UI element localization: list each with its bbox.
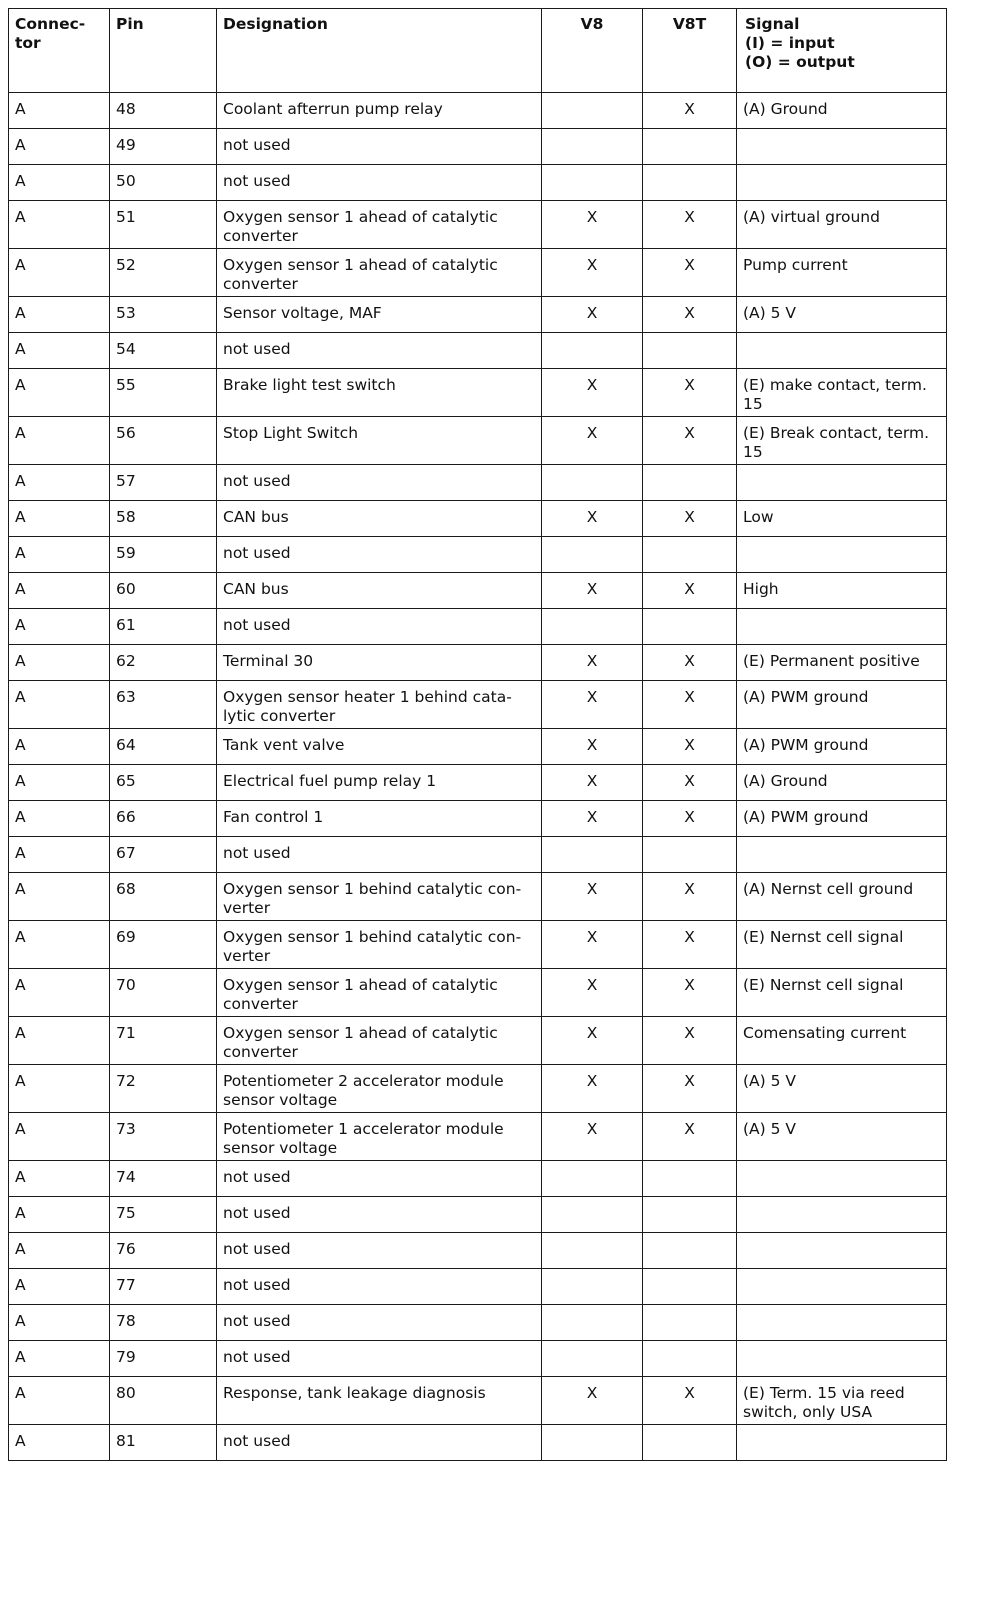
table-row: [9, 609, 947, 645]
cell-designation: CAN bus: [217, 573, 542, 609]
cell-v8t: [643, 1197, 737, 1233]
table-row: [9, 1161, 947, 1197]
cell-v8t: [643, 1305, 737, 1341]
cell-connector: A: [9, 1305, 110, 1341]
header-row: [9, 9, 947, 93]
cell-v8t: X: [643, 801, 737, 837]
cell-v8: [542, 1425, 643, 1461]
cell-designation: Coolant afterrun pump relay: [217, 93, 542, 129]
cell-v8: [542, 93, 643, 129]
table-row: [9, 969, 947, 1017]
cell-v8: X: [542, 873, 643, 921]
cell-v8: X: [542, 681, 643, 729]
cell-v8: X: [542, 801, 643, 837]
cell-v8: [542, 1269, 643, 1305]
cell-signal: (A) virtual ground: [737, 201, 947, 249]
cell-signal: [737, 465, 947, 501]
header-signal-title: Signal: [745, 15, 800, 33]
cell-v8t: X: [643, 249, 737, 297]
cell-designation: Tank vent valve: [217, 729, 542, 765]
cell-v8t: [643, 609, 737, 645]
cell-designation: not used: [217, 465, 542, 501]
cell-pin: 49: [110, 129, 217, 165]
cell-pin: 75: [110, 1197, 217, 1233]
cell-connector: A: [9, 921, 110, 969]
header-v8: V8: [542, 9, 643, 93]
cell-connector: A: [9, 165, 110, 201]
cell-v8: X: [542, 297, 643, 333]
table-row: [9, 537, 947, 573]
cell-signal: (A) 5 V: [737, 297, 947, 333]
cell-v8t: X: [643, 573, 737, 609]
cell-pin: 64: [110, 729, 217, 765]
table-row: [9, 765, 947, 801]
cell-v8: X: [542, 249, 643, 297]
cell-v8: X: [542, 1113, 643, 1161]
cell-v8t: X: [643, 501, 737, 537]
cell-v8t: X: [643, 681, 737, 729]
cell-designation: not used: [217, 129, 542, 165]
table-row: [9, 1065, 947, 1113]
cell-v8: X: [542, 417, 643, 465]
cell-v8t: X: [643, 1113, 737, 1161]
cell-signal: (E) Permanent positive: [737, 645, 947, 681]
cell-pin: 80: [110, 1377, 217, 1425]
cell-designation: Oxygen sensor 1 behind catalytic con-verter: [217, 873, 542, 921]
table-row: [9, 129, 947, 165]
cell-connector: A: [9, 681, 110, 729]
header-designation: Designation: [217, 9, 542, 93]
cell-signal: (A) PWM ground: [737, 681, 947, 729]
cell-designation: Sensor voltage, MAF: [217, 297, 542, 333]
table-row: [9, 873, 947, 921]
cell-v8t: X: [643, 1065, 737, 1113]
cell-v8t: [643, 1341, 737, 1377]
cell-connector: A: [9, 801, 110, 837]
cell-v8t: X: [643, 369, 737, 417]
cell-pin: 70: [110, 969, 217, 1017]
cell-connector: A: [9, 1017, 110, 1065]
cell-designation: Oxygen sensor 1 behind catalytic con-verter: [217, 921, 542, 969]
cell-connector: A: [9, 297, 110, 333]
cell-pin: 78: [110, 1305, 217, 1341]
cell-designation: Terminal 30: [217, 645, 542, 681]
cell-designation: not used: [217, 609, 542, 645]
cell-v8t: [643, 537, 737, 573]
cell-v8t: X: [643, 1377, 737, 1425]
cell-pin: 71: [110, 1017, 217, 1065]
cell-v8: X: [542, 201, 643, 249]
cell-signal: [737, 1161, 947, 1197]
cell-v8: [542, 1341, 643, 1377]
cell-designation: Oxygen sensor 1 ahead of catalytic converter: [217, 249, 542, 297]
table-row: [9, 165, 947, 201]
cell-pin: 58: [110, 501, 217, 537]
cell-v8: X: [542, 1065, 643, 1113]
cell-signal: (E) Term. 15 via reed switch, only USA: [737, 1377, 947, 1425]
cell-connector: A: [9, 93, 110, 129]
cell-signal: (A) PWM ground: [737, 729, 947, 765]
cell-pin: 67: [110, 837, 217, 873]
cell-connector: A: [9, 249, 110, 297]
cell-v8: X: [542, 729, 643, 765]
cell-v8: [542, 1197, 643, 1233]
cell-connector: A: [9, 465, 110, 501]
cell-pin: 56: [110, 417, 217, 465]
header-connector: Connec- tor: [9, 9, 110, 93]
cell-connector: A: [9, 765, 110, 801]
cell-designation: Potentiometer 2 accelerator module sensor voltage: [217, 1065, 542, 1113]
cell-v8: X: [542, 573, 643, 609]
cell-designation: not used: [217, 1341, 542, 1377]
cell-signal: (A) Ground: [737, 93, 947, 129]
cell-designation: not used: [217, 537, 542, 573]
cell-v8: X: [542, 645, 643, 681]
cell-connector: A: [9, 969, 110, 1017]
cell-signal: (A) 5 V: [737, 1113, 947, 1161]
cell-pin: 72: [110, 1065, 217, 1113]
cell-v8t: X: [643, 297, 737, 333]
cell-pin: 54: [110, 333, 217, 369]
cell-connector: A: [9, 1377, 110, 1425]
table-row: [9, 465, 947, 501]
cell-v8: X: [542, 765, 643, 801]
cell-pin: 73: [110, 1113, 217, 1161]
cell-connector: A: [9, 1233, 110, 1269]
cell-designation: Response, tank leakage diagnosis: [217, 1377, 542, 1425]
table-row: [9, 249, 947, 297]
cell-v8: [542, 129, 643, 165]
table-row: [9, 201, 947, 249]
cell-connector: A: [9, 1197, 110, 1233]
table-row: [9, 1233, 947, 1269]
cell-pin: 68: [110, 873, 217, 921]
header-pin: Pin: [110, 9, 217, 93]
table-row: [9, 1377, 947, 1425]
cell-pin: 65: [110, 765, 217, 801]
cell-v8: [542, 537, 643, 573]
cell-v8t: [643, 1269, 737, 1305]
cell-v8t: [643, 465, 737, 501]
cell-v8t: X: [643, 201, 737, 249]
cell-v8: [542, 165, 643, 201]
cell-v8t: [643, 1425, 737, 1461]
cell-v8: [542, 333, 643, 369]
cell-signal: [737, 537, 947, 573]
cell-connector: A: [9, 609, 110, 645]
header-signal-input-legend: (I) = input: [745, 34, 835, 52]
cell-signal: Pump current: [737, 249, 947, 297]
cell-connector: A: [9, 417, 110, 465]
cell-signal: [737, 609, 947, 645]
cell-signal: (E) Nernst cell signal: [737, 921, 947, 969]
cell-v8t: X: [643, 969, 737, 1017]
pin-assignment-table: [8, 8, 947, 1461]
cell-connector: A: [9, 729, 110, 765]
cell-designation: Oxygen sensor 1 ahead of catalytic converter: [217, 969, 542, 1017]
table-row: [9, 333, 947, 369]
table-row: [9, 801, 947, 837]
cell-pin: 77: [110, 1269, 217, 1305]
cell-signal: Low: [737, 501, 947, 537]
table-row: [9, 921, 947, 969]
cell-v8t: [643, 1233, 737, 1269]
cell-v8t: X: [643, 921, 737, 969]
cell-v8t: X: [643, 1017, 737, 1065]
cell-designation: CAN bus: [217, 501, 542, 537]
cell-pin: 57: [110, 465, 217, 501]
cell-designation: not used: [217, 1305, 542, 1341]
cell-signal: (E) make contact, term. 15: [737, 369, 947, 417]
cell-v8t: [643, 837, 737, 873]
cell-pin: 79: [110, 1341, 217, 1377]
cell-v8: [542, 1305, 643, 1341]
cell-designation: not used: [217, 1161, 542, 1197]
cell-v8: [542, 837, 643, 873]
table-row: [9, 729, 947, 765]
cell-designation: Potentiometer 1 accelerator module sensor voltage: [217, 1113, 542, 1161]
table-row: [9, 1113, 947, 1161]
cell-connector: A: [9, 1161, 110, 1197]
cell-connector: A: [9, 333, 110, 369]
cell-designation: not used: [217, 333, 542, 369]
cell-pin: 76: [110, 1233, 217, 1269]
cell-signal: [737, 333, 947, 369]
cell-v8t: X: [643, 873, 737, 921]
table-row: [9, 501, 947, 537]
cell-connector: A: [9, 837, 110, 873]
cell-connector: A: [9, 1113, 110, 1161]
cell-designation: Brake light test switch: [217, 369, 542, 417]
cell-signal: [737, 1269, 947, 1305]
cell-connector: A: [9, 1065, 110, 1113]
cell-pin: 48: [110, 93, 217, 129]
cell-v8: [542, 609, 643, 645]
cell-connector: A: [9, 1269, 110, 1305]
cell-pin: 60: [110, 573, 217, 609]
cell-v8t: [643, 1161, 737, 1197]
pin-rows: [9, 93, 947, 1461]
cell-v8: [542, 1161, 643, 1197]
cell-v8: X: [542, 501, 643, 537]
cell-pin: 62: [110, 645, 217, 681]
cell-signal: [737, 1341, 947, 1377]
cell-v8: X: [542, 1017, 643, 1065]
cell-pin: 55: [110, 369, 217, 417]
cell-v8: X: [542, 969, 643, 1017]
cell-connector: A: [9, 1425, 110, 1461]
cell-signal: [737, 165, 947, 201]
cell-v8t: [643, 129, 737, 165]
cell-pin: 59: [110, 537, 217, 573]
header-signal-output-legend: (O) = output: [745, 53, 855, 71]
cell-pin: 69: [110, 921, 217, 969]
cell-signal: [737, 1305, 947, 1341]
cell-signal: (A) 5 V: [737, 1065, 947, 1113]
cell-connector: A: [9, 201, 110, 249]
cell-designation: not used: [217, 1233, 542, 1269]
cell-pin: 66: [110, 801, 217, 837]
cell-designation: Oxygen sensor 1 ahead of catalytic converter: [217, 1017, 542, 1065]
cell-designation: not used: [217, 165, 542, 201]
cell-signal: (A) PWM ground: [737, 801, 947, 837]
cell-signal: (E) Break contact, term. 15: [737, 417, 947, 465]
cell-signal: [737, 1425, 947, 1461]
cell-connector: A: [9, 873, 110, 921]
cell-designation: Oxygen sensor heater 1 behind cata-lytic converter: [217, 681, 542, 729]
cell-signal: Comensating current: [737, 1017, 947, 1065]
cell-v8: X: [542, 369, 643, 417]
cell-connector: A: [9, 1341, 110, 1377]
cell-pin: 61: [110, 609, 217, 645]
cell-v8t: X: [643, 417, 737, 465]
table-row: [9, 837, 947, 873]
cell-pin: 74: [110, 1161, 217, 1197]
cell-v8t: X: [643, 645, 737, 681]
cell-designation: not used: [217, 1425, 542, 1461]
cell-pin: 51: [110, 201, 217, 249]
cell-v8t: X: [643, 729, 737, 765]
table-row: [9, 1269, 947, 1305]
cell-connector: A: [9, 369, 110, 417]
table-row: [9, 573, 947, 609]
cell-designation: Stop Light Switch: [217, 417, 542, 465]
cell-pin: 81: [110, 1425, 217, 1461]
table-row: [9, 1425, 947, 1461]
cell-designation: not used: [217, 1269, 542, 1305]
cell-pin: 53: [110, 297, 217, 333]
cell-v8: [542, 1233, 643, 1269]
cell-designation: not used: [217, 1197, 542, 1233]
header-signal: [737, 9, 947, 93]
cell-designation: Oxygen sensor 1 ahead of catalytic converter: [217, 201, 542, 249]
cell-pin: 52: [110, 249, 217, 297]
table-row: [9, 297, 947, 333]
table-row: [9, 93, 947, 129]
cell-v8: X: [542, 1377, 643, 1425]
table-row: [9, 645, 947, 681]
table-row: [9, 1305, 947, 1341]
cell-v8t: [643, 165, 737, 201]
cell-connector: A: [9, 645, 110, 681]
cell-connector: A: [9, 501, 110, 537]
table-row: [9, 1197, 947, 1233]
cell-signal: High: [737, 573, 947, 609]
cell-v8t: [643, 333, 737, 369]
cell-pin: 50: [110, 165, 217, 201]
cell-signal: [737, 837, 947, 873]
cell-connector: A: [9, 537, 110, 573]
cell-signal: (A) Ground: [737, 765, 947, 801]
cell-designation: not used: [217, 837, 542, 873]
cell-connector: A: [9, 129, 110, 165]
cell-designation: Electrical fuel pump relay 1: [217, 765, 542, 801]
cell-v8: [542, 465, 643, 501]
cell-signal: (E) Nernst cell signal: [737, 969, 947, 1017]
cell-v8: X: [542, 921, 643, 969]
header-v8t: V8T: [643, 9, 737, 93]
table-row: [9, 1341, 947, 1377]
cell-signal: [737, 1233, 947, 1269]
table-row: [9, 417, 947, 465]
table-row: [9, 681, 947, 729]
cell-signal: (A) Nernst cell ground: [737, 873, 947, 921]
cell-signal: [737, 1197, 947, 1233]
table-row: [9, 1017, 947, 1065]
cell-signal: [737, 129, 947, 165]
cell-connector: A: [9, 573, 110, 609]
cell-designation: Fan control 1: [217, 801, 542, 837]
cell-v8t: X: [643, 765, 737, 801]
cell-v8t: X: [643, 93, 737, 129]
cell-pin: 63: [110, 681, 217, 729]
table-row: [9, 369, 947, 417]
